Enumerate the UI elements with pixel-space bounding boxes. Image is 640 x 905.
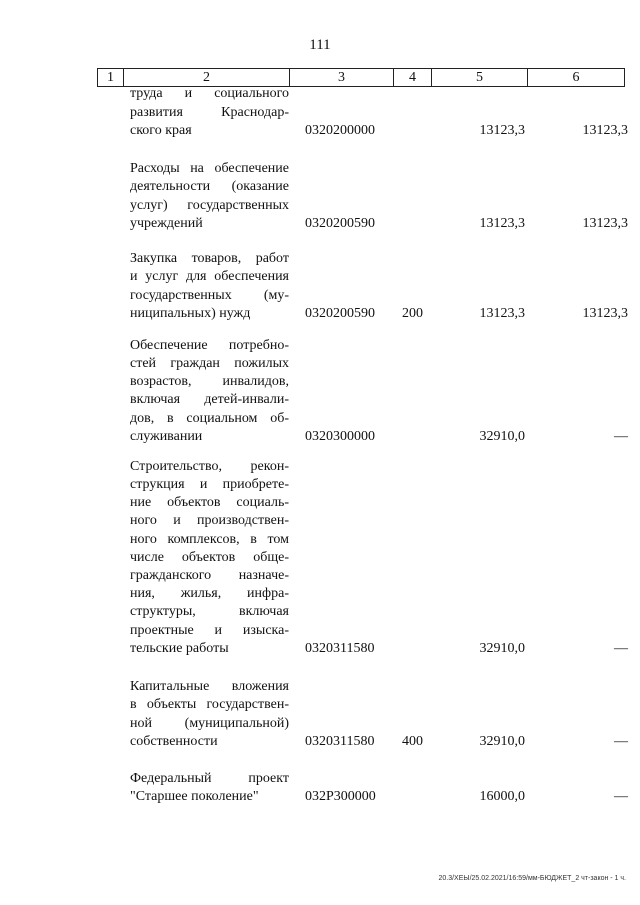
header-col-5: 5 — [432, 69, 528, 86]
row-code: 0320200590 — [305, 305, 375, 321]
description-line: услуг) государственных — [130, 197, 289, 213]
description-line: развития Краснодар- — [130, 104, 289, 120]
description-line: Федеральный проект — [130, 770, 289, 786]
description-line: труда и социального — [130, 86, 289, 102]
row-amount-col6: — — [614, 788, 628, 804]
description-line: стей граждан пожилых — [130, 355, 289, 371]
row-amount-col5: 13123,3 — [479, 215, 525, 231]
row-amount-col5: 13123,3 — [479, 305, 525, 321]
description-line: струкция и приобрете- — [130, 476, 289, 492]
row-code: 0320311580 — [305, 640, 375, 656]
description-line: ние объектов социаль- — [130, 495, 289, 511]
row-amount-col5: 16000,0 — [479, 788, 525, 804]
row-amount-col5: 13123,3 — [479, 122, 525, 138]
row-amount-col6: — — [614, 733, 628, 749]
description-line: и услуг для обеспечения — [130, 269, 289, 285]
description-line: гражданского назначе- — [130, 567, 289, 583]
row-amount-col6: 13123,3 — [582, 122, 628, 138]
row-expense-type: 400 — [402, 733, 423, 749]
row-amount-col5: 32910,0 — [479, 640, 525, 656]
description-line: "Старшее поколение" — [130, 788, 259, 804]
description-line: включая детей-инвали- — [130, 392, 289, 408]
description-line: Строительство, рекон- — [130, 458, 289, 474]
description-line: ского края — [130, 122, 192, 138]
row-code: 0320300000 — [305, 428, 375, 444]
description-line: ного и производствен- — [130, 513, 289, 529]
row-code: 0320200000 — [305, 122, 375, 138]
header-col-1: 1 — [98, 69, 124, 86]
description-line: проектные и изыска- — [130, 622, 289, 638]
description-line: дов, в социальном об- — [130, 410, 289, 426]
row-amount-col6: — — [614, 640, 628, 656]
table-row — [0, 216, 640, 446]
description-line: деятельности (оказание — [130, 179, 289, 195]
description-line: ния, жилья, инфра- — [130, 586, 289, 602]
header-col-6: 6 — [572, 70, 580, 85]
row-amount-col5: 32910,0 — [479, 428, 525, 444]
description-line: государственных (му- — [130, 287, 289, 303]
description-line: структуры, включая — [130, 604, 289, 620]
description-line: тельские работы — [130, 640, 229, 656]
row-amount-col6: 13123,3 — [582, 215, 628, 231]
description-line: собственности — [130, 733, 218, 749]
description-line: ного комплексов, в том — [130, 531, 289, 547]
row-description — [130, 770, 289, 806]
row-expense-type: 200 — [402, 305, 423, 321]
footer-print-stamp: 20.3/ХЕЫ/25.02.2021/16:59/мм-БЮДЖЕТ_2 чт-закон - 1 ч. — [438, 875, 626, 882]
description-line: в объекты государствен- — [130, 697, 289, 713]
table-row — [0, 576, 640, 806]
row-amount-col5: 32910,0 — [479, 733, 525, 749]
description-line: ниципальных) нужд — [130, 305, 251, 321]
description-line: возрастов, инвалидов, — [130, 374, 289, 390]
row-code: 0320311580 — [305, 733, 375, 749]
description-line: Капитальные вложения — [130, 679, 289, 695]
description-line: служивании — [130, 428, 203, 444]
page-number: 111 — [309, 37, 331, 53]
header-col-3: 3 — [290, 69, 394, 86]
row-amount-col6: — — [614, 428, 628, 444]
header-col-2: 2 — [124, 69, 290, 86]
description-line: Обеспечение потребно- — [130, 337, 289, 353]
row-code: 032P300000 — [305, 788, 376, 804]
row-code: 0320200590 — [305, 215, 375, 231]
header-col-4: 4 — [394, 69, 432, 86]
description-line: Расходы на обеспечение — [130, 161, 289, 177]
description-line: учреждений — [130, 215, 203, 231]
description-line: Закупка товаров, работ — [130, 251, 289, 267]
description-line: ной (муниципальной) — [130, 715, 289, 731]
row-amount-col6: 13123,3 — [582, 305, 628, 321]
description-line: числе объектов обще- — [130, 549, 289, 565]
